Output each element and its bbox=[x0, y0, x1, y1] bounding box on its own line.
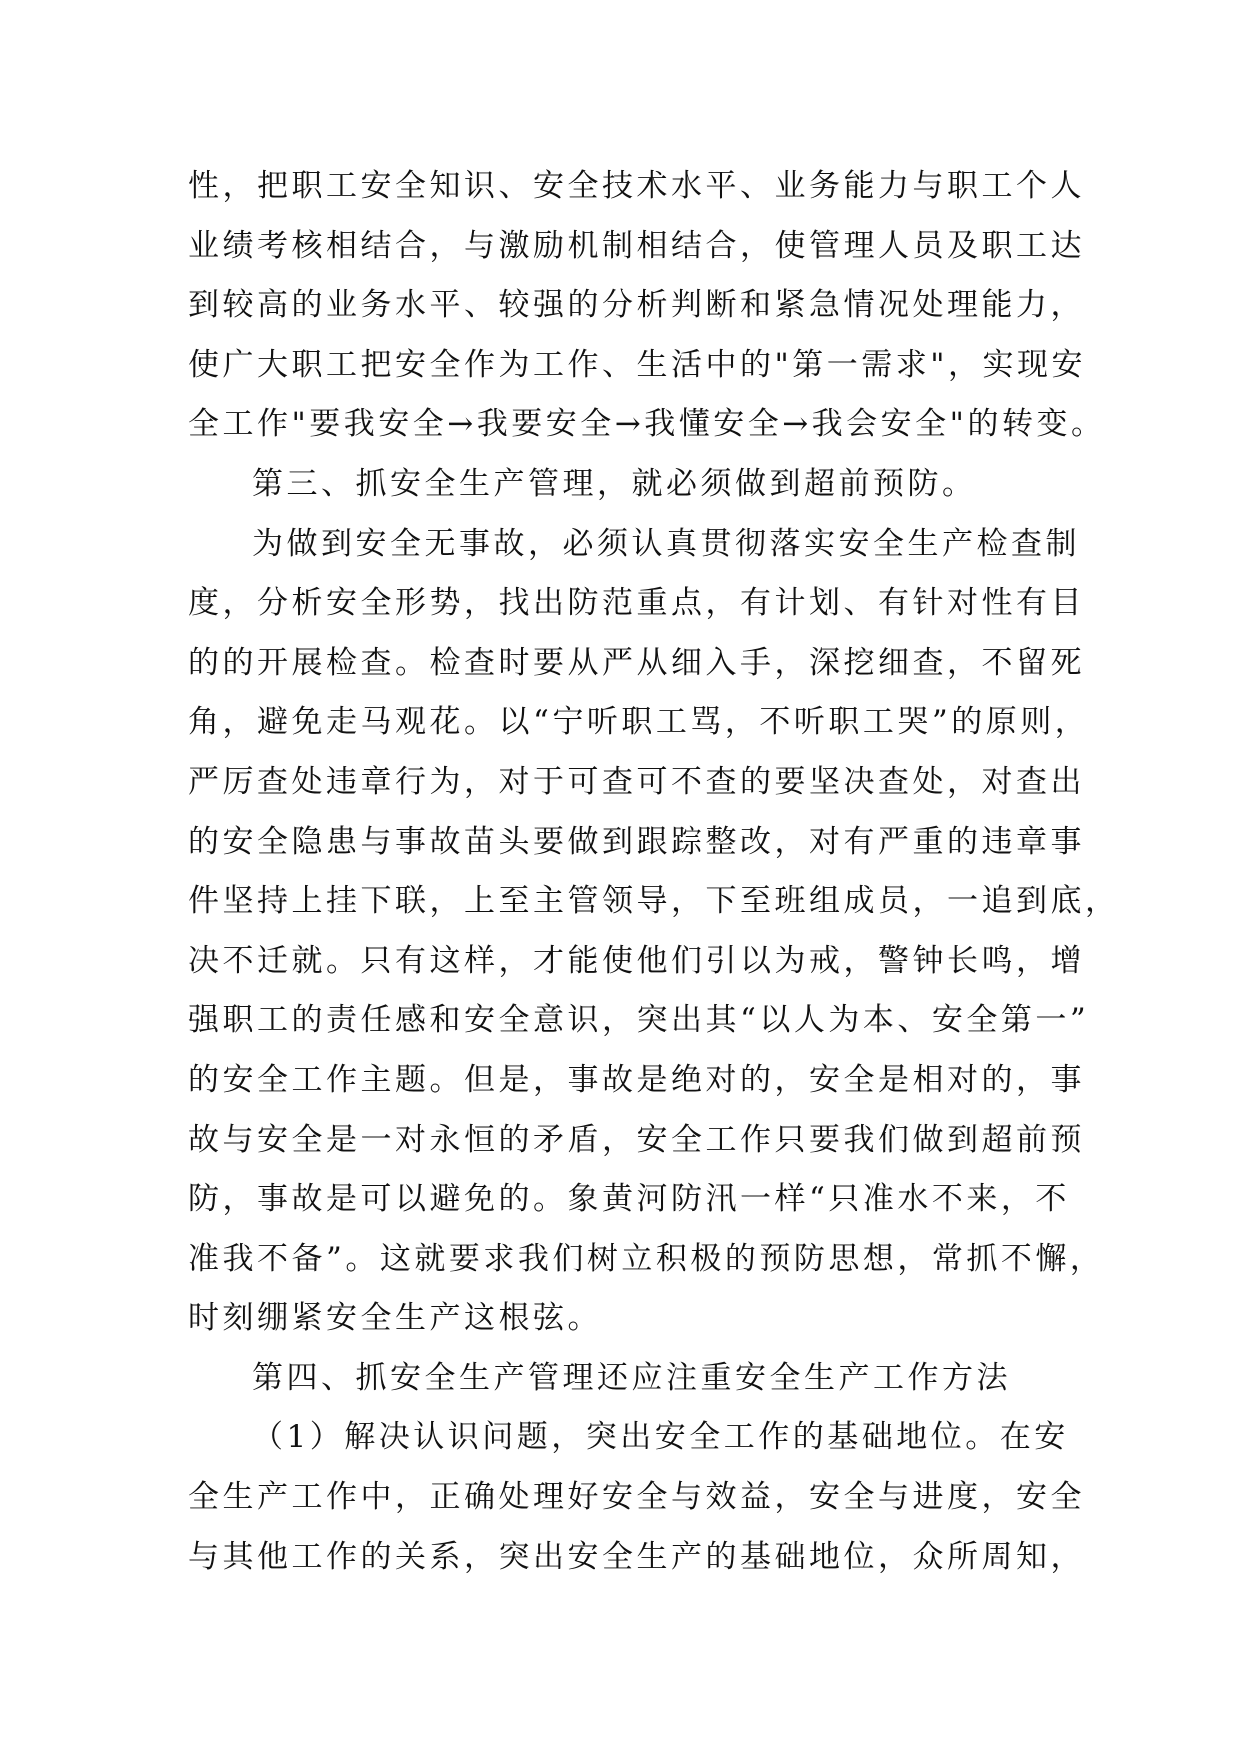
text-line: 全工作"要我安全→我要安全→我懂安全→我会安全"的转变。 bbox=[188, 406, 1106, 443]
text-line: 决不迁就。只有这样，才能使他们引以为戒，警钟长鸣，增 bbox=[188, 942, 1085, 979]
text-line: 防，事故是可以避免的。象黄河防汛一样“只准水不来，不 bbox=[188, 1181, 1070, 1218]
text-line: 的安全工作主题。但是，事故是绝对的，安全是相对的，事 bbox=[188, 1061, 1085, 1098]
text-line: 严厉查处违章行为，对于可查可不查的要坚决查处，对查出 bbox=[188, 763, 1085, 800]
text-line: 为做到安全无事故，必须认真贯彻落实安全生产检查制 bbox=[252, 525, 1080, 562]
section-heading: 第三、抓安全生产管理，就必须做到超前预防。 bbox=[252, 465, 977, 502]
text-line: 强职工的责任感和安全意识，突出其“以人为本、安全第一” bbox=[188, 1002, 1090, 1039]
text-line: 度，分析安全形势，找出防范重点，有计划、有针对性有目 bbox=[188, 585, 1085, 622]
text-line: 时刻绷紧安全生产这根弦。 bbox=[188, 1300, 602, 1337]
text-line: 的安全隐患与事故苗头要做到跟踪整改，对有严重的违章事 bbox=[188, 823, 1085, 860]
text-line: 角，避免走马观花。以“宁听职工骂，不听职工哭”的原则， bbox=[188, 704, 1090, 741]
text-line: 使广大职工把安全作为工作、生活中的"第一需求"，实现安 bbox=[188, 346, 1087, 383]
text-line: 件坚持上挂下联，上至主管领导，下至班组成员，一追到底， bbox=[188, 883, 1120, 920]
text-line: 故与安全是一对永恒的矛盾，安全工作只要我们做到超前预 bbox=[188, 1121, 1085, 1158]
text-line: 准我不备”。这就要求我们树立积极的预防思想，常抓不懈， bbox=[188, 1240, 1105, 1277]
text-line: 性，把职工安全知识、安全技术水平、业务能力与职工个人 bbox=[188, 168, 1085, 204]
text-line: 的的开展检查。检查时要从严从细入手，深挖细查，不留死 bbox=[188, 644, 1085, 681]
body-text bbox=[188, 157, 1120, 1587]
text-line: 业绩考核相结合，与激励机制相结合，使管理人员及职工达 bbox=[188, 227, 1085, 264]
section-heading: 第四、抓安全生产管理还应注重安全生产工作方法 bbox=[252, 1359, 1011, 1396]
text-line: （1）解决认识问题，突出安全工作的基础地位。在安 bbox=[252, 1419, 1069, 1456]
text-line: 与其他工作的关系，突出安全生产的基础地位，众所周知， bbox=[188, 1538, 1085, 1575]
text-line: 全生产工作中，正确处理好安全与效益，安全与进度，安全 bbox=[188, 1479, 1085, 1516]
text-line: 到较高的业务水平、较强的分析判断和紧急情况处理能力， bbox=[188, 287, 1085, 324]
